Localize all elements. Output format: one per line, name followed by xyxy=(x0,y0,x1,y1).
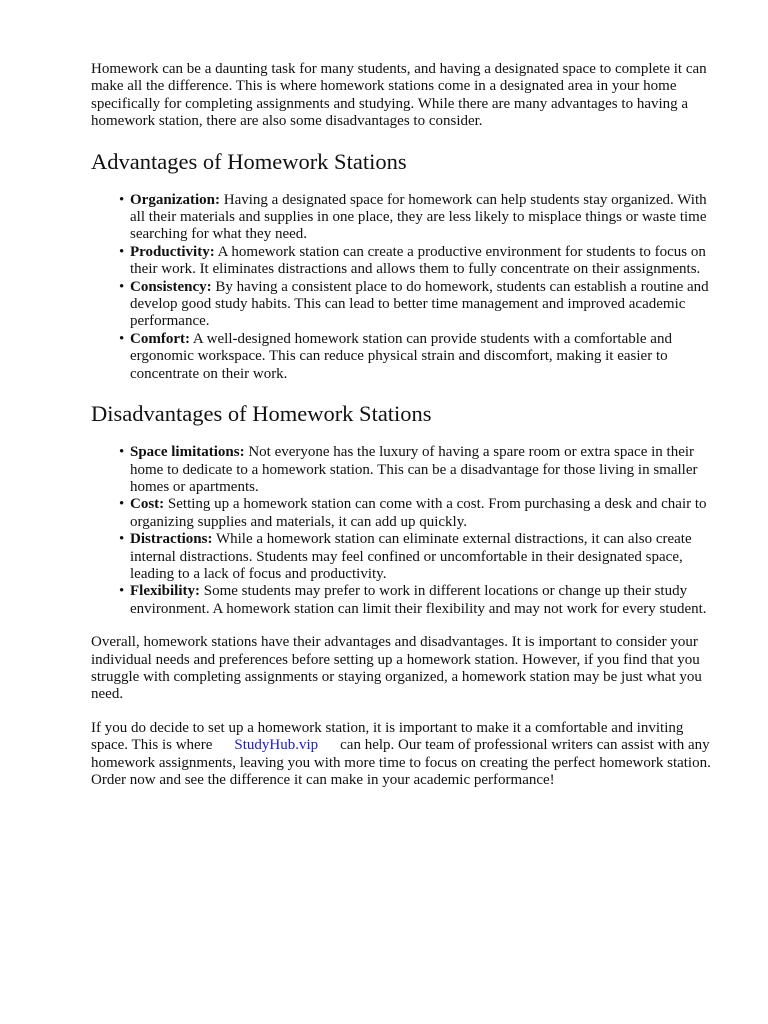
spacer xyxy=(91,704,723,720)
advantages-list xyxy=(91,192,723,383)
item-term: Productivity: xyxy=(130,243,215,260)
item-text: Setting up a homework station can come with a cost. From purchasing a desk and chair to organizing supplies and materials, it can add up quickly. xyxy=(130,496,707,530)
list-item xyxy=(119,531,723,583)
list-item xyxy=(119,243,723,279)
bullet-icon: • xyxy=(119,243,125,260)
item-text: Not everyone has the luxury of having a spare room or extra space in their home to dedicate to a homework station. This can be a disadvantage for those living in smaller homes or apartments. xyxy=(130,444,698,495)
spacer xyxy=(91,618,723,634)
document-page xyxy=(91,61,723,789)
item-term: Organization: xyxy=(130,191,220,208)
bullet-icon: • xyxy=(119,330,125,347)
closing-text-after: can help. Our team of professional writers can assist with any homework assignments, leaving you with more time to focus on creating the perfect homework station. Order now and see the difference it can make in your academic performance! xyxy=(91,737,711,788)
item-term: Flexibility: xyxy=(130,583,200,600)
item-term: Space limitations: xyxy=(130,444,245,461)
item-term: Cost: xyxy=(130,496,165,513)
item-text: A well-designed homework station can provide students with a comfortable and ergonomic workspace. This can reduce physical strain and discomfort, making it easier to concentrate on their work. xyxy=(130,330,672,382)
item-term: Consistency: xyxy=(130,278,212,295)
list-item xyxy=(119,583,723,618)
item-term: Distractions: xyxy=(130,531,213,548)
item-text: Some students may prefer to work in different locations or change up their study environment. A homework station can limit their flexibility and may not work for every student. xyxy=(130,583,707,617)
bullet-icon: • xyxy=(119,583,125,600)
item-text: A homework station can create a productive environment for students to focus on their work. It eliminates distractions and allows them to fully concentrate on their assignments. xyxy=(130,243,706,278)
list-item xyxy=(119,496,723,531)
item-term: Comfort: xyxy=(130,330,190,347)
bullet-icon: • xyxy=(119,191,125,208)
advantages-heading: Advantages of Homework Stations xyxy=(91,148,407,174)
bullet-icon: • xyxy=(119,278,125,295)
item-text: By having a consistent place to do homework, students can establish a routine and develop good study habits. This can lead to better time management and improved academic performance. xyxy=(130,278,709,330)
list-item xyxy=(119,278,723,331)
item-text: Having a designated space for homework can help students stay organized. With all their materials and supplies in one place, they are less likely to misplace things or waste time searching for what they need. xyxy=(130,191,707,243)
list-item xyxy=(119,444,723,496)
disadvantages-list xyxy=(91,444,723,618)
bullet-icon: • xyxy=(119,496,125,513)
closing-paragraph xyxy=(91,720,723,790)
list-item xyxy=(119,330,723,383)
bullet-icon: • xyxy=(119,531,125,548)
disadvantages-heading: Disadvantages of Homework Stations xyxy=(91,401,432,427)
overall-paragraph: Overall, homework stations have their advantages and disadvantages. It is important to consider your individual needs and preferences before setting up a homework station. However, if you find that you struggle with completing assignments or staying organized, a homework station may be just what you need. xyxy=(91,634,702,703)
bullet-icon: • xyxy=(119,444,125,461)
list-item xyxy=(119,191,723,244)
intro-paragraph: Homework can be a daunting task for many students, and having a designated space to complete it can make all the difference. This is where homework stations come in a designated area in your home specifically for completing assignments and studying. While there are many advantages to having a homework station, there are also some disadvantages to consider. xyxy=(91,61,707,130)
closing-text-before: If you do decide to set up a homework station, it is important to make it a comfortable and inviting space. This is where xyxy=(91,719,684,754)
studyhub-link[interactable]: StudyHub.vip xyxy=(234,737,319,754)
item-text: While a homework station can eliminate external distractions, it can also create internal distractions. Students may feel confined or uncomfortable in their designated space, leading to a lack of focus and productivity. xyxy=(130,531,692,582)
